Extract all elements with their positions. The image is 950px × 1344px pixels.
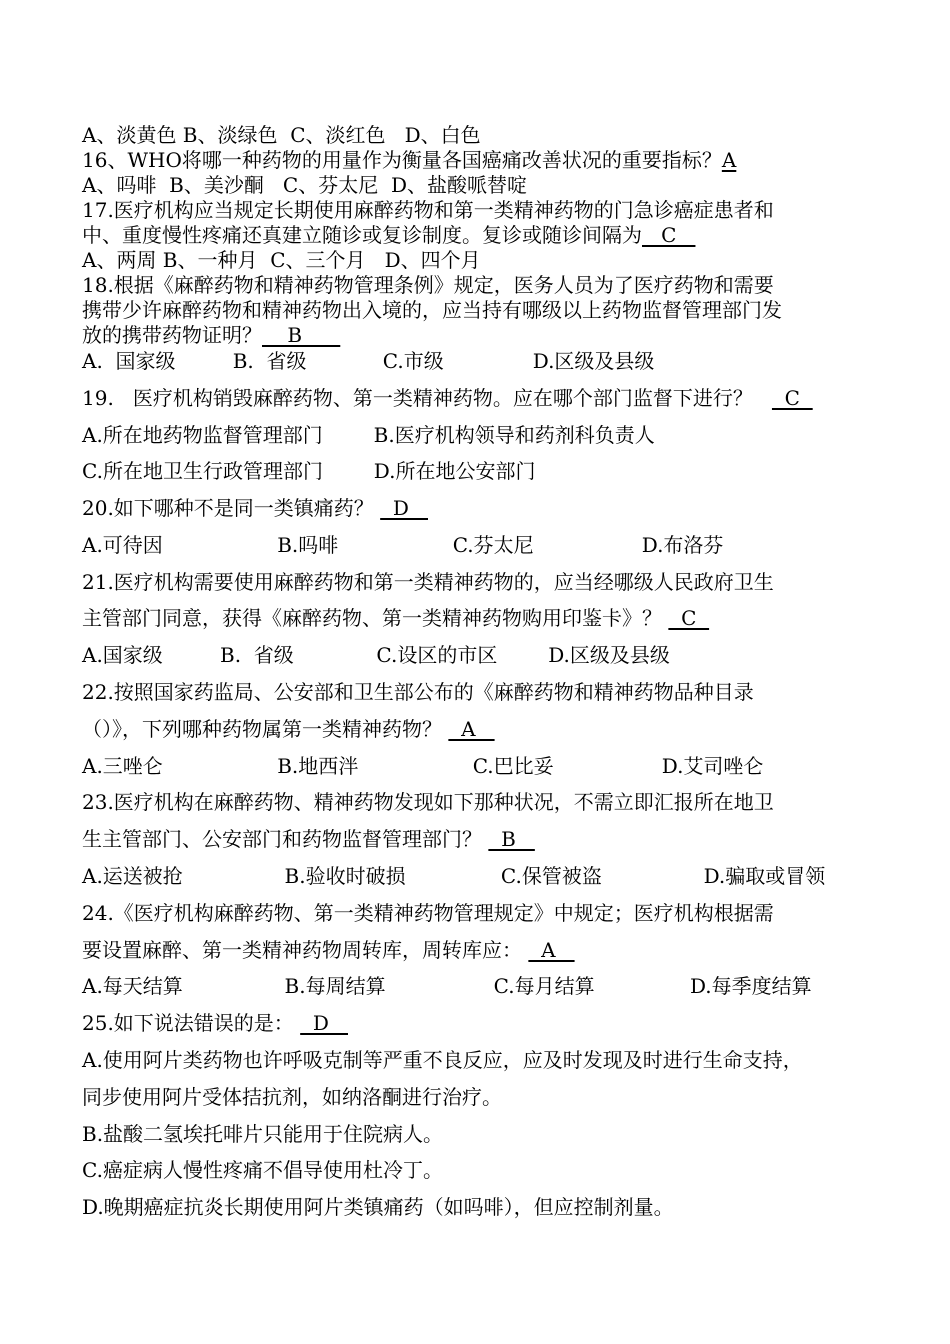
- line-text: 24.《医疗机构麻醉药物、第一类精神药物管理规定》中规定；医疗机构根据需: [82, 901, 774, 925]
- answer-blank: A: [448, 717, 495, 741]
- line-text: A. 国家级 B. 省级 C.市级 D.区级及县级: [82, 349, 655, 373]
- answer-blank: B: [262, 323, 341, 347]
- text-line: [82, 248, 481, 272]
- line-text: 生主管部门、公安部门和药物监督管理部门？: [82, 827, 489, 851]
- text-line: [82, 496, 428, 520]
- text-line: [82, 1011, 348, 1035]
- text-line: [82, 606, 709, 630]
- text-line: [82, 298, 782, 322]
- line-text: 21.医疗机构需要使用麻醉药物和第一类精神药物的，应当经哪级人民政府卫生: [82, 570, 774, 594]
- text-line: [82, 349, 654, 373]
- line-text: 携带少许麻醉药物和精神药物出入境的，应当持有哪级以上药物监督管理部门发: [82, 298, 782, 322]
- line-text: A.可待因 B.吗啡 C.芬太尼 D.布洛芬: [82, 533, 724, 557]
- line-text: D.晚期癌症抗炎长期使用阿片类镇痛药（如吗啡），但应控制剂量。: [82, 1195, 674, 1219]
- line-text: 要设置麻醉、第一类精神药物周转库，周转库应：: [82, 938, 529, 962]
- text-line: [82, 1122, 443, 1146]
- answer-blank: C: [642, 223, 696, 247]
- answer-blank: B: [488, 827, 535, 851]
- text-line: [82, 901, 774, 925]
- answer-blank: A: [528, 938, 575, 962]
- text-line: [82, 974, 812, 998]
- text-line: [82, 643, 670, 667]
- text-line: [82, 198, 774, 222]
- text-line: [82, 459, 536, 483]
- line-text: 25.如下说法错误的是：: [82, 1011, 301, 1035]
- line-text: 主管部门同意，获得《麻醉药物、第一类精神药物购用印鉴卡》？: [82, 606, 669, 630]
- text-line: [82, 864, 825, 888]
- line-text: A.使用阿片类药物也许呼吸克制等严重不良反应，应及时发现及时进行生命支持，: [82, 1048, 803, 1072]
- text-line: [82, 273, 774, 297]
- text-line: [82, 173, 527, 197]
- line-text: A.运送被抢 B.验收时破损 C.保管被盗 D.骗取或冒领: [82, 864, 826, 888]
- text-line: [82, 1085, 502, 1109]
- line-text: C.所在地卫生行政管理部门 D.所在地公安部门: [82, 459, 536, 483]
- line-text: A.三唑仑 B.地西泮 C.巴比妥 D.艾司唑仑: [82, 754, 764, 778]
- text-line: [82, 1158, 443, 1182]
- text-line: [82, 323, 340, 347]
- line-text: B.盐酸二氢埃托啡片只能用于住院病人。: [82, 1122, 444, 1146]
- line-text: 放的携带药物证明？: [82, 323, 262, 347]
- answer-blank: D: [380, 496, 428, 520]
- line-text: A、淡黄色 B、淡绿色 C、淡红色 D、白色: [82, 123, 481, 147]
- line-text: 17.医疗机构应当规定长期使用麻醉药物和第一类精神药物的门急诊癌症患者和: [82, 198, 774, 222]
- text-line: [82, 1195, 674, 1219]
- line-text: A、两周 B、一种月 C、三个月 D、四个月: [82, 248, 481, 272]
- answer-blank: D: [300, 1011, 348, 1035]
- text-line: [82, 827, 535, 851]
- text-line: [82, 423, 655, 447]
- line-text: 20.如下哪种不是同一类镇痛药？: [82, 496, 381, 520]
- text-line: [82, 1048, 803, 1072]
- text-line: [82, 790, 774, 814]
- text-line: [82, 148, 736, 172]
- line-text: A.国家级 B. 省级 C.设区的市区 D.区级及县级: [82, 643, 670, 667]
- line-text: 22.按照国家药监局、公安部和卫生部公布的《麻醉药物和精神药物品种目录: [82, 680, 754, 704]
- line-text: A.每天结算 B.每周结算 C.每月结算 D.每季度结算: [82, 974, 812, 998]
- text-line: [82, 717, 495, 741]
- text-line: [82, 938, 575, 962]
- line-text: 18.根据《麻醉药物和精神药物管理条例》规定，医务人员为了医疗药物和需要: [82, 273, 774, 297]
- line-text: A、吗啡 B、美沙酮 C、芬太尼 D、盐酸哌替啶: [82, 173, 527, 197]
- line-text: C.癌症病人慢性疼痛不倡导使用杜冷丁。: [82, 1158, 443, 1182]
- line-text: 19. 医疗机构销毁麻醉药物、第一类精神药物。应在哪个部门监督下进行？: [82, 386, 772, 410]
- text-line: [82, 386, 813, 410]
- answer-blank: C: [668, 606, 710, 630]
- text-line: [82, 223, 695, 247]
- answer-blank: C: [771, 386, 813, 410]
- answer-blank: A: [721, 148, 737, 172]
- line-text: 同步使用阿片受体拮抗剂，如纳洛酮进行治疗。: [82, 1085, 502, 1109]
- line-text: A.所在地药物监督管理部门 B.医疗机构领导和药剂科负责人: [82, 423, 655, 447]
- text-line: [82, 680, 754, 704]
- text-line: [82, 123, 481, 147]
- text-line: [82, 754, 763, 778]
- line-text: 16、WHO将哪一种药物的用量作为衡量各国癌痛改善状况的重要指标？: [82, 148, 722, 172]
- line-text: （）》，下列哪种药物属第一类精神药物？: [82, 717, 449, 741]
- line-text: 23.医疗机构在麻醉药物、精神药物发现如下那种状况，不需立即汇报所在地卫: [82, 790, 774, 814]
- line-text: 中、重度慢性疼痛还真建立随诊或复诊制度。复诊或随诊间隔为: [82, 223, 642, 247]
- text-line: [82, 533, 723, 557]
- text-line: [82, 570, 774, 594]
